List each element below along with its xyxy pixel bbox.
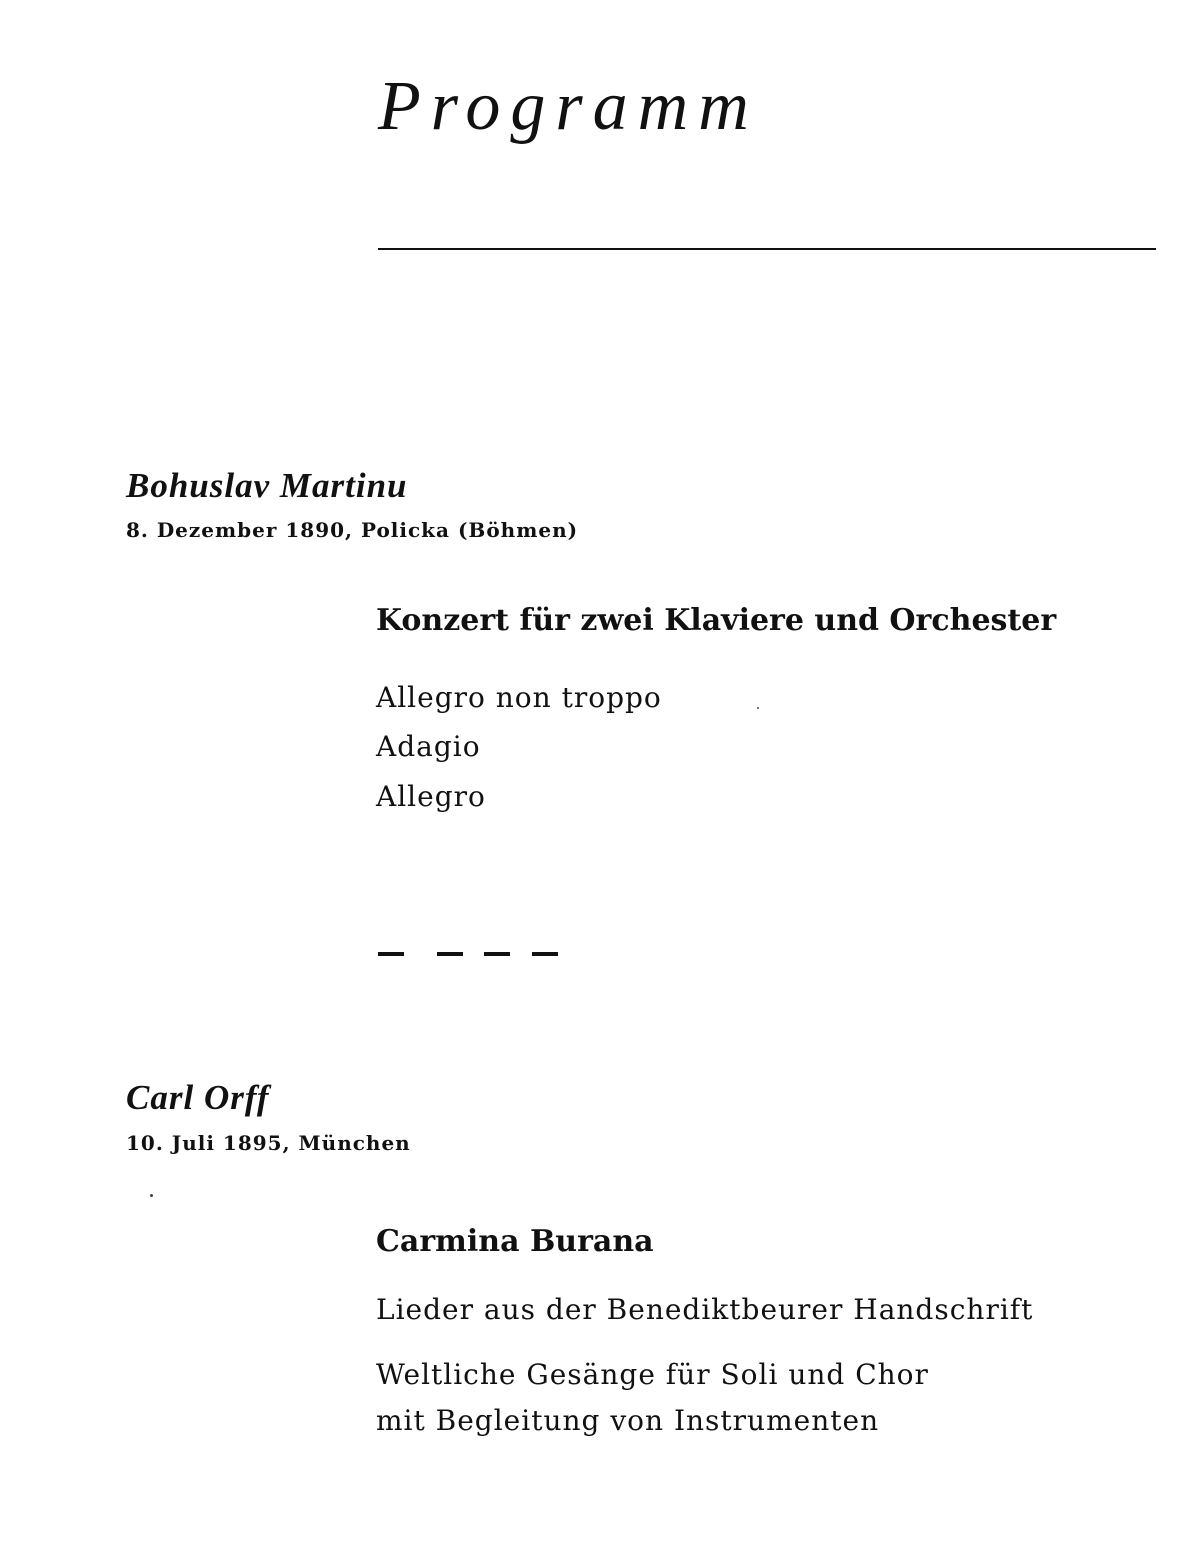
description-line: mit Begleitung von Instrumenten — [376, 1404, 880, 1437]
separator-dash — [378, 952, 404, 956]
print-speck — [757, 707, 759, 709]
description-line: Lieder aus der Benediktbeurer Handschrift — [376, 1293, 1034, 1326]
separator-dash — [437, 952, 463, 956]
separator-dash — [532, 952, 558, 956]
composer-name-martinu: Bohuslav Martinu — [126, 466, 408, 505]
composer-life-orff: 10. Juli 1895, München — [126, 1131, 411, 1155]
description-line: Weltliche Gesänge für Soli und Chor — [376, 1358, 929, 1391]
movement-line: Allegro — [376, 780, 486, 813]
composer-name-orff: Carl Orff — [126, 1078, 270, 1117]
composer-life-martinu: 8. Dezember 1890, Policka (Böhmen) — [126, 518, 579, 542]
title-rule — [378, 248, 1156, 250]
programm-title: Programm — [378, 68, 759, 145]
work-title-konzert: Konzert für zwei Klaviere und Orchester — [376, 603, 1057, 638]
movement-line: Adagio — [376, 730, 481, 763]
separator-dash — [484, 952, 510, 956]
work-title-carmina-burana: Carmina Burana — [376, 1224, 654, 1259]
movement-line: Allegro non troppo — [376, 681, 662, 714]
print-speck — [150, 1194, 153, 1197]
